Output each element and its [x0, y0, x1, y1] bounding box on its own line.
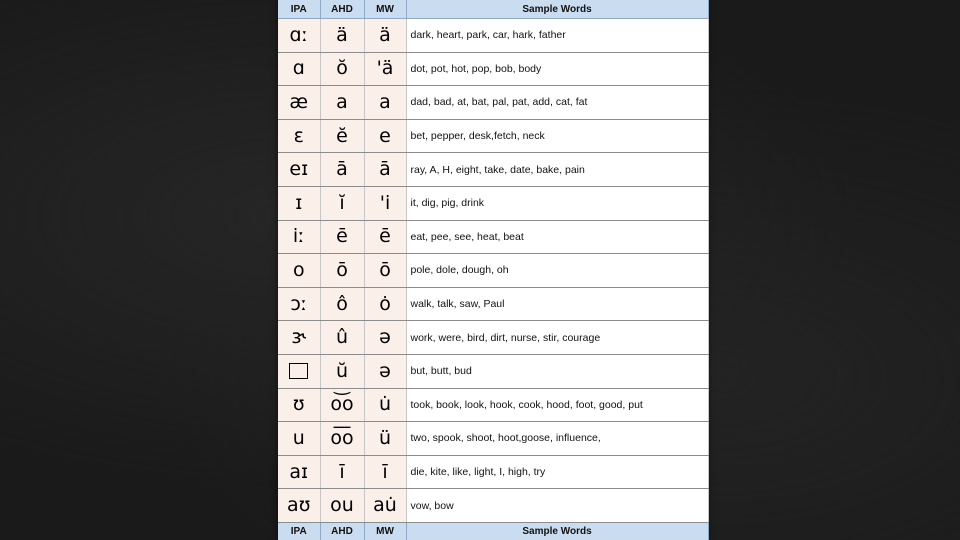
vowel-chart-sheet: [278, 0, 708, 540]
sample-words: eat, pee, see, heat, beat: [406, 220, 708, 254]
vowel-chart-table: [278, 0, 709, 540]
ipa-symbol: æ: [278, 86, 320, 120]
sample-words: it, dig, pig, drink: [406, 186, 708, 220]
ipa-symbol: u: [278, 422, 320, 456]
table-row: [278, 489, 708, 523]
sample-words: dot, pot, hot, pop, bob, body: [406, 52, 708, 86]
box-glyph-icon: [289, 363, 308, 379]
table-row: [278, 19, 708, 53]
ipa-symbol: [278, 354, 320, 388]
table-row: [278, 321, 708, 355]
header-mw: MW: [364, 0, 406, 19]
ahd-symbol: ô: [320, 287, 364, 321]
mw-symbol: a: [364, 86, 406, 120]
mw-symbol: ō: [364, 254, 406, 288]
table-row: [278, 254, 708, 288]
ipa-symbol: aɪ: [278, 455, 320, 489]
footer-ahd: AHD: [320, 522, 364, 540]
ipa-symbol: aʊ: [278, 489, 320, 523]
sample-words: pole, dole, dough, oh: [406, 254, 708, 288]
table-row: [278, 287, 708, 321]
table-row: [278, 354, 708, 388]
mw-symbol: ə: [364, 321, 406, 355]
table-row: [278, 119, 708, 153]
ahd-symbol: ou: [320, 489, 364, 523]
ipa-symbol: ɑː: [278, 19, 320, 53]
table-row: [278, 388, 708, 422]
footer-row: [278, 522, 708, 540]
footer-ipa: IPA: [278, 522, 320, 540]
sample-words: bet, pepper, desk,fetch, neck: [406, 119, 708, 153]
ipa-symbol: iː: [278, 220, 320, 254]
ipa-symbol: ɑ: [278, 52, 320, 86]
ipa-symbol: ɝ: [278, 321, 320, 355]
ipa-symbol: ɛ: [278, 119, 320, 153]
sample-words: but, butt, bud: [406, 354, 708, 388]
mw-symbol: 'ä: [364, 52, 406, 86]
sample-words: walk, talk, saw, Paul: [406, 287, 708, 321]
mw-symbol: ȯ: [364, 287, 406, 321]
header-ipa: IPA: [278, 0, 320, 19]
mw-symbol: ā: [364, 153, 406, 187]
mw-symbol: 'i: [364, 186, 406, 220]
ahd-symbol: o͝o: [320, 388, 364, 422]
ahd-symbol: ā: [320, 153, 364, 187]
footer-mw: MW: [364, 522, 406, 540]
header-sample-words: Sample Words: [406, 0, 708, 19]
mw-symbol: ē: [364, 220, 406, 254]
sample-words: ray, A, H, eight, take, date, bake, pain: [406, 153, 708, 187]
table-row: [278, 455, 708, 489]
ahd-symbol: ĭ: [320, 186, 364, 220]
table-row: [278, 186, 708, 220]
header-ahd: AHD: [320, 0, 364, 19]
ahd-symbol: ō: [320, 254, 364, 288]
ahd-symbol: a: [320, 86, 364, 120]
mw-symbol: ä: [364, 19, 406, 53]
table-row: [278, 153, 708, 187]
sample-words: dad, bad, at, bat, pal, pat, add, cat, fat: [406, 86, 708, 120]
ahd-symbol: o͞o: [320, 422, 364, 456]
table-row: [278, 86, 708, 120]
mw-symbol: ī: [364, 455, 406, 489]
ipa-symbol: o: [278, 254, 320, 288]
table-row: [278, 52, 708, 86]
ahd-symbol: ŏ: [320, 52, 364, 86]
sample-words: dark, heart, park, car, hark, father: [406, 19, 708, 53]
ahd-symbol: ī: [320, 455, 364, 489]
ipa-symbol: ɪ: [278, 186, 320, 220]
sample-words: two, spook, shoot, hoot,goose, influence,: [406, 422, 708, 456]
ahd-symbol: ē: [320, 220, 364, 254]
mw-symbol: ü: [364, 422, 406, 456]
mw-symbol: ə: [364, 354, 406, 388]
sample-words: took, book, look, hook, cook, hood, foot, good, put: [406, 388, 708, 422]
mw-symbol: e: [364, 119, 406, 153]
ahd-symbol: ĕ: [320, 119, 364, 153]
mw-symbol: u̇: [364, 388, 406, 422]
ipa-symbol: ɔː: [278, 287, 320, 321]
ahd-symbol: ŭ: [320, 354, 364, 388]
ahd-symbol: ä: [320, 19, 364, 53]
table-row: [278, 422, 708, 456]
ipa-symbol: ʊ: [278, 388, 320, 422]
ipa-symbol: eɪ: [278, 153, 320, 187]
footer-sample-words: Sample Words: [406, 522, 708, 540]
sample-words: work, were, bird, dirt, nurse, stir, courage: [406, 321, 708, 355]
sample-words: die, kite, like, light, I, high, try: [406, 455, 708, 489]
ahd-symbol: û: [320, 321, 364, 355]
table-row: [278, 220, 708, 254]
header-row: [278, 0, 708, 19]
mw-symbol: au̇: [364, 489, 406, 523]
sample-words: vow, bow: [406, 489, 708, 523]
